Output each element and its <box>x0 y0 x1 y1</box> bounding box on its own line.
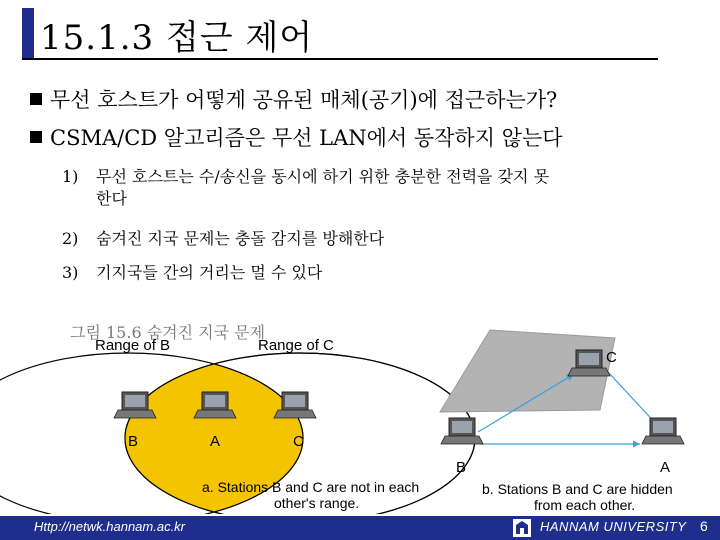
laptop-icon <box>441 418 483 444</box>
page-number: 6 <box>700 518 708 534</box>
sub-item-number: 3) <box>62 263 79 282</box>
figure-caption: 그림 15.6 숨겨진 지국 문제 <box>70 323 266 342</box>
footer-url: Http://netwk.hannam.ac.kr <box>34 519 186 534</box>
sub-item-text: 무선 호스트는 수/송신을 동시에 하기 위한 충분한 전력을 갖지 못 <box>96 167 550 186</box>
caption-a-line-1: a. Stations B and C are not in each <box>202 479 420 495</box>
range-c-label: Range of C <box>258 337 334 354</box>
square-bullet-icon <box>30 93 42 105</box>
sub-item-number: 2) <box>62 229 79 248</box>
range-b-label: Range of B <box>95 337 171 354</box>
bullet-2-text: CSMA/CD 알고리즘은 무선 LAN에서 동작하지 않는다 <box>50 126 563 150</box>
footer-university: HANNAM UNIVERSITY <box>540 519 687 534</box>
bullet-1-text: 무선 호스트가 어떻게 공유된 매체(공기)에 접근하는가? <box>50 88 558 112</box>
sub-item-text: 기지국들 간의 거리는 멀 수 있다 <box>96 263 323 282</box>
station-a-label: A <box>210 433 221 450</box>
title-accent-bar <box>22 8 34 60</box>
square-bullet-icon <box>30 131 42 143</box>
right-station-a-label: A <box>660 459 671 476</box>
slide-title: 15.1.3 접근 제어 <box>40 18 314 58</box>
caption-b-line-2: from each other. <box>534 497 636 513</box>
station-c-label: C <box>293 433 304 450</box>
sub-item-number: 1) <box>62 167 79 186</box>
bullet-1 <box>30 84 557 114</box>
station-b-label: B <box>128 433 139 450</box>
right-station-b-label: B <box>456 459 467 476</box>
laptop-icon <box>642 418 684 444</box>
caption-b-line-1: b. Stations B and C are hidden <box>482 481 673 497</box>
university-emblem-icon <box>513 519 531 537</box>
footer-bar <box>0 516 720 540</box>
sub-item-text: 숨겨진 지국 문제는 충돌 감지를 방해한다 <box>96 229 385 248</box>
caption-a-line-2: other's range. <box>274 495 360 511</box>
bullet-2 <box>30 122 563 152</box>
sub-item-2 <box>62 226 384 249</box>
sub-item-continuation: 한다 <box>96 189 127 208</box>
figure-b-panel <box>440 330 684 513</box>
figure-a-panel <box>0 337 475 514</box>
sub-item-3 <box>62 260 322 283</box>
right-station-c-label: C <box>606 349 617 366</box>
title-underline <box>22 58 658 60</box>
sub-item-1 <box>62 164 550 208</box>
hidden-station-figure <box>0 318 720 514</box>
